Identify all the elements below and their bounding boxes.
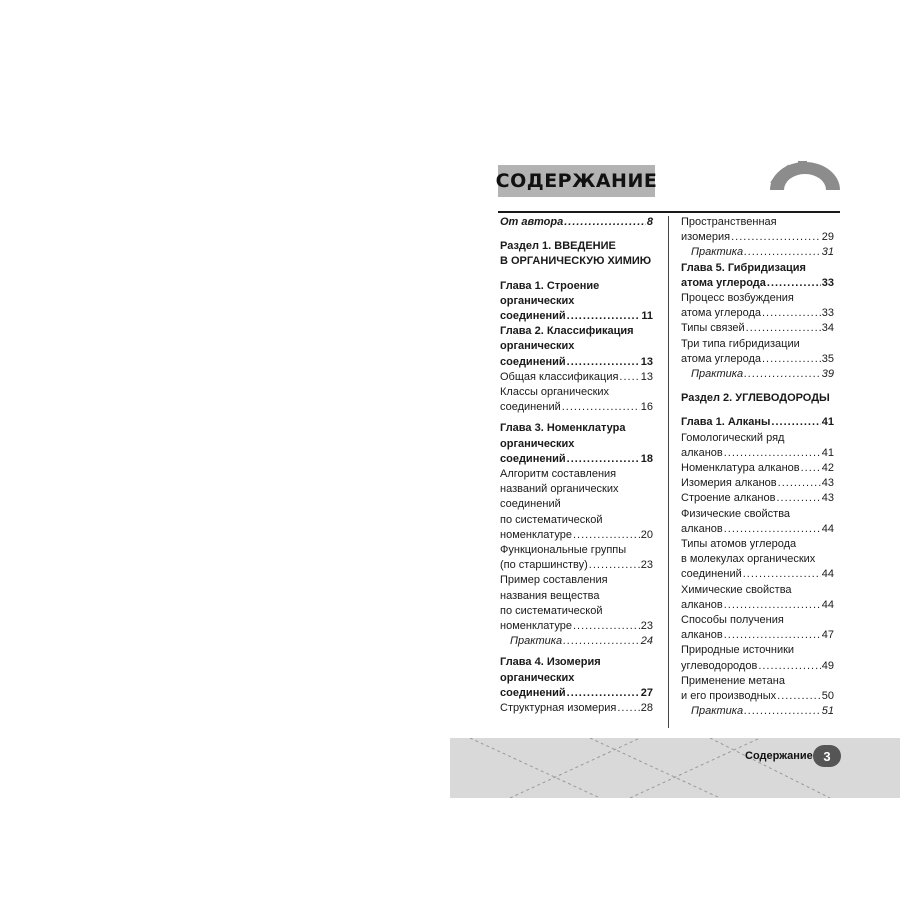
toc-entry-text: Гомологический ряд — [681, 431, 785, 444]
toc-page-number: 42 — [821, 462, 834, 475]
toc-entry — [500, 686, 653, 701]
toc-entry — [681, 215, 834, 230]
toc-spacer — [500, 230, 653, 239]
toc-leader-dots — [758, 659, 820, 674]
toc-leader-dots — [619, 370, 639, 385]
toc-entry-text: Практика — [691, 246, 744, 259]
toc-entry — [500, 370, 653, 385]
toc-entry — [681, 659, 834, 674]
toc-page-number: 41 — [821, 446, 834, 459]
toc-entry-text: (по старшинству) — [500, 559, 588, 572]
toc-entry-text: Изомерия алканов — [681, 477, 777, 490]
toc-leader-dots — [743, 567, 821, 582]
toc-page-number: 31 — [821, 246, 834, 259]
toc-spacer — [681, 382, 834, 391]
toc-entry — [500, 573, 653, 588]
toc-leader-dots — [771, 415, 820, 430]
toc-entry-text: Пример составления — [500, 574, 608, 587]
toc-entry-text: Глава 3. Номенклатура — [500, 422, 626, 435]
toc-entry — [681, 261, 834, 276]
toc-entry — [500, 619, 653, 634]
toc-title-box — [495, 165, 658, 197]
toc-entry — [500, 528, 653, 543]
toc-page-number: 16 — [640, 401, 653, 414]
toc-entry — [500, 421, 653, 436]
toc-entry — [500, 355, 653, 370]
toc-entry-text: Глава 1. Строение — [500, 279, 600, 292]
toc-entry-text: Глава 1. Алканы — [681, 416, 771, 429]
toc-entry-text: атома углерода — [681, 352, 761, 365]
toc-leader-dots — [724, 522, 821, 537]
toc-entry-text: номенклатуре — [500, 528, 572, 541]
toc-page-number: 8 — [646, 216, 653, 228]
toc-leader-dots — [562, 400, 640, 415]
toc-leader-dots — [567, 355, 640, 370]
toc-entry-text: номенклатуре — [500, 620, 572, 633]
toc-page-number: 29 — [821, 231, 834, 244]
toc-entry — [681, 491, 834, 506]
toc-entry-text: соединений — [500, 686, 566, 699]
toc-entry-text: Практика — [510, 635, 563, 648]
toc-entry — [500, 400, 653, 415]
toc-entry — [681, 643, 834, 658]
toc-entry-text: Глава 2. Классификация — [500, 325, 634, 338]
toc-entry — [681, 276, 834, 291]
toc-entry-text: Раздел 2. УГЛЕВОДОРОДЫ — [681, 392, 830, 405]
toc-entry-text: соединений — [500, 355, 566, 368]
toc-leader-dots — [564, 215, 646, 230]
toc-page-number: 11 — [641, 310, 653, 323]
toc-entry-text: углеводородов — [681, 659, 758, 672]
toc-entry-text: Типы связей — [681, 322, 745, 335]
toc-page-number: 27 — [640, 686, 653, 699]
toc-entry-text: по систематической — [500, 513, 603, 526]
toc-entry-text: Номенклатура алканов — [681, 462, 800, 475]
toc-page-number: 51 — [821, 705, 834, 718]
toc-entry — [500, 701, 653, 716]
toc-entry — [681, 291, 834, 306]
toc-entry — [681, 352, 834, 367]
toc-entry — [500, 254, 653, 269]
toc-entry — [681, 537, 834, 552]
gear-icon — [768, 160, 842, 192]
toc-page-number: 43 — [821, 492, 834, 505]
toc-page-number: 24 — [640, 635, 653, 648]
toc-page-number: 18 — [640, 452, 653, 465]
toc-entry-text: Химические свойства — [681, 583, 792, 596]
toc-leader-dots — [589, 558, 640, 573]
toc-entry — [500, 324, 653, 339]
toc-entry — [500, 339, 653, 354]
toc-entry-text: названий органических — [500, 483, 619, 496]
toc-entry-text: соединений — [500, 452, 566, 465]
toc-entry-text: Алгоритм составления — [500, 468, 617, 481]
toc-entry — [500, 589, 653, 604]
toc-entry-text: Практика — [691, 368, 744, 381]
toc-entry — [681, 306, 834, 321]
toc-entry-text: Процесс возбуждения — [681, 292, 794, 305]
toc-entry-text: Применение метана — [681, 674, 785, 687]
toc-entry-text: органических — [500, 294, 575, 307]
toc-entry-text: Строение алканов — [681, 492, 776, 505]
toc-page-number: 41 — [821, 416, 834, 429]
toc-entry — [500, 513, 653, 528]
toc-entry — [681, 567, 834, 582]
toc-entry-text: названия вещества — [500, 589, 600, 602]
footer-section-label: Содержание — [745, 750, 813, 762]
toc-leader-dots — [573, 619, 640, 634]
toc-entry — [681, 391, 834, 406]
toc-entry — [681, 245, 834, 260]
toc-entry — [681, 598, 834, 613]
toc-leader-dots — [563, 634, 640, 649]
toc-entry-text: Природные источники — [681, 644, 795, 657]
toc-entry — [500, 482, 653, 497]
toc-entry-text: органических — [500, 437, 575, 450]
toc-entry-text: изомерия — [681, 231, 731, 244]
page-number-badge: 3 — [813, 745, 841, 767]
toc-leader-dots — [744, 367, 821, 382]
toc-entry-text: соединений — [681, 568, 742, 581]
toc-entry — [500, 437, 653, 452]
toc-page-number: 33 — [821, 276, 834, 289]
toc-page-number: 39 — [821, 368, 834, 381]
toc-page-number: 34 — [821, 322, 834, 335]
toc-entry-text: соединений — [500, 498, 561, 511]
toc-entry — [681, 507, 834, 522]
toc-entry — [500, 215, 653, 230]
toc-entry — [681, 674, 834, 689]
toc-entry — [681, 446, 834, 461]
title-divider — [498, 211, 840, 213]
toc-leader-dots — [744, 704, 821, 719]
toc-leader-dots — [724, 628, 821, 643]
toc-entry — [500, 239, 653, 254]
toc-entry-text: алканов — [681, 629, 723, 642]
toc-entry-text: Раздел 1. ВВЕДЕНИЕ — [500, 240, 616, 253]
toc-entry-text: Функциональные группы — [500, 544, 627, 557]
toc-spacer — [681, 406, 834, 415]
toc-entry — [681, 613, 834, 628]
toc-entry — [681, 552, 834, 567]
toc-entry — [681, 431, 834, 446]
toc-page-number: 49 — [821, 659, 834, 672]
toc-entry — [500, 634, 653, 649]
toc-leader-dots — [567, 686, 640, 701]
toc-leader-dots — [724, 598, 821, 613]
toc-entry — [500, 604, 653, 619]
toc-entry — [500, 452, 653, 467]
toc-entry-text: соединений — [500, 310, 566, 323]
toc-entry — [681, 522, 834, 537]
toc-page-number: 44 — [821, 522, 834, 535]
toc-entry-text: Типы атомов углерода — [681, 538, 797, 551]
toc-leader-dots — [746, 321, 821, 336]
toc-spacer — [500, 270, 653, 279]
toc-entry — [500, 558, 653, 573]
toc-entry — [500, 467, 653, 482]
toc-leader-dots — [573, 528, 640, 543]
toc-entry-text: алканов — [681, 446, 723, 459]
toc-page-number: 13 — [640, 370, 653, 383]
column-separator — [668, 216, 669, 728]
toc-entry-text: и его производных — [681, 690, 777, 703]
toc-entry — [681, 476, 834, 491]
toc-leader-dots — [744, 245, 821, 260]
toc-leader-dots — [567, 309, 641, 324]
toc-entry — [681, 461, 834, 476]
toc-page-number: 44 — [821, 598, 834, 611]
toc-entry-text: Общая классификация — [500, 370, 619, 383]
toc-entry-text: алканов — [681, 522, 723, 535]
toc-leader-dots — [724, 446, 821, 461]
toc-entry — [500, 543, 653, 558]
toc-entry-text: органических — [500, 340, 575, 353]
toc-entry-text: соединений — [500, 401, 561, 414]
toc-entry-text: Практика — [691, 705, 744, 718]
toc-title: СОДЕРЖАНИЕ — [495, 170, 658, 192]
toc-entry-text: в молекулах органических — [681, 553, 816, 566]
toc-entry-text: органических — [500, 671, 575, 684]
toc-page-number: 50 — [821, 690, 834, 703]
toc-page-number: 43 — [821, 477, 834, 490]
toc-entry-text: Структурная изомерия — [500, 702, 617, 715]
toc-entry-text: Физические свойства — [681, 507, 791, 520]
toc-entry-text: Способы получения — [681, 614, 784, 627]
toc-leader-dots — [731, 230, 821, 245]
toc-leader-dots — [776, 491, 820, 506]
toc-leader-dots — [762, 352, 821, 367]
toc-entry-text: по систематической — [500, 604, 603, 617]
toc-page-number: 23 — [640, 620, 653, 633]
toc-leader-dots — [617, 701, 639, 716]
toc-page-number: 35 — [821, 352, 834, 365]
toc-entry — [681, 583, 834, 598]
toc-entry — [500, 294, 653, 309]
toc-leader-dots — [777, 689, 821, 704]
toc-leader-dots — [762, 306, 821, 321]
toc-entry-text: алканов — [681, 598, 723, 611]
toc-leader-dots — [801, 461, 821, 476]
toc-entry — [500, 655, 653, 670]
toc-page-number: 47 — [821, 629, 834, 642]
toc-page-number: 20 — [640, 528, 653, 541]
toc-entry — [500, 497, 653, 512]
toc-page-number: 28 — [640, 702, 653, 715]
toc-page-number: 13 — [640, 355, 653, 368]
toc-entry-text: Глава 4. Изомерия — [500, 656, 601, 669]
toc-leader-dots — [778, 476, 821, 491]
toc-entry-text: атома углерода — [681, 307, 761, 320]
toc-page-number: 23 — [640, 559, 653, 572]
toc-entry-text: Классы органических — [500, 386, 610, 399]
toc-entry — [500, 279, 653, 294]
toc-entry — [681, 367, 834, 382]
toc-entry — [681, 704, 834, 719]
toc-entry-text: В ОРГАНИЧЕСКУЮ ХИМИЮ — [500, 255, 652, 268]
toc-column-right — [681, 215, 834, 720]
toc-entry-text: Три типа гибридизации — [681, 337, 800, 350]
toc-leader-dots — [567, 452, 640, 467]
toc-entry — [681, 689, 834, 704]
toc-leader-dots — [767, 276, 821, 291]
toc-entry — [681, 337, 834, 352]
toc-entry — [681, 321, 834, 336]
toc-entry — [500, 671, 653, 686]
toc-entry — [681, 628, 834, 643]
toc-entry — [500, 309, 653, 324]
toc-entry — [500, 385, 653, 400]
toc-column-left — [500, 215, 653, 716]
toc-page-number: 44 — [821, 568, 834, 581]
toc-entry — [681, 230, 834, 245]
toc-page-number: 33 — [821, 307, 834, 320]
toc-entry-text: атома углерода — [681, 276, 766, 289]
toc-entry-text: От автора — [500, 216, 564, 228]
toc-entry-text: Глава 5. Гибридизация — [681, 261, 806, 274]
toc-entry — [681, 415, 834, 430]
toc-entry-text: Пространственная — [681, 216, 777, 228]
